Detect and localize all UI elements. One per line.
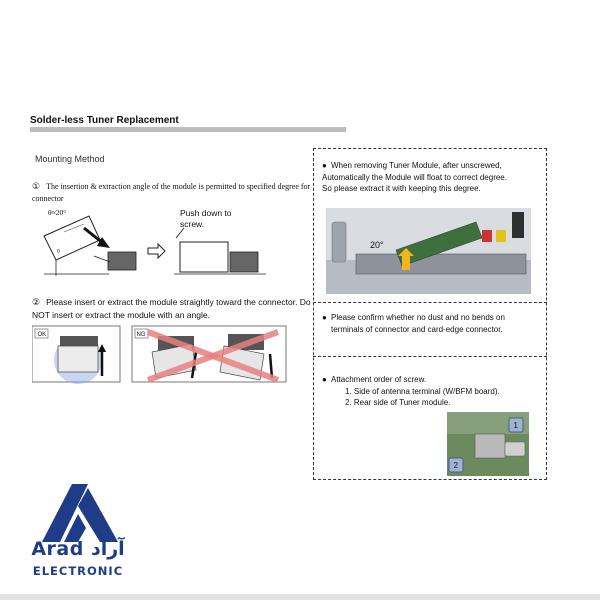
logo-subtext: ELECTRONIC [32,564,124,578]
step-2-marker: ② [32,298,41,308]
bullet-icon: ● [322,313,327,322]
notes-divider-2 [313,356,547,357]
note2-line1: Please confirm whether no dust and no bends on [331,313,505,322]
notes-divider-1 [313,302,547,303]
push-label-line1: Push down to [180,208,232,218]
step-2-body: Please insert or extract the module straightly toward the connector. Do NOT insert or extract the module with an angle. [32,297,311,320]
screw-marker-2: 2 [453,461,458,470]
bullet-icon: ● [322,161,327,170]
note1-line1: When removing Tuner Module, after unscrewed, [331,161,502,170]
tilted-module-illustration [44,216,136,276]
document-title: Solder-less Tuner Replacement [30,115,179,126]
note1-line3: So please extract it with keeping this degree. [322,184,481,193]
step-1-body: The insertion & extraction angle of the module is permitted to specified degree for connector [32,182,311,203]
ok-label: OK [37,332,47,338]
ng-label: NG [136,332,146,338]
note-check-terminals [322,312,544,335]
bottom-border-strip [0,594,600,600]
screw-order-item-2: 2. Rear side of Tuner module. [345,398,451,407]
section-heading: Mounting Method [35,154,105,164]
ok-panel [32,326,120,384]
note-removing-module [322,160,544,195]
push-label-line2: screw. [180,219,205,229]
arrow-right-icon [148,244,165,258]
bullet-icon: ● [322,375,327,384]
title-underline-bar [30,127,346,132]
svg-text:θ: θ [57,249,60,255]
note2-line2: terminals of connector and card-edge connector. [331,324,503,334]
note1-line2: Automatically the Module will float to correct degree. [322,172,507,182]
flat-module-illustration [174,242,266,274]
module-removal-photo [326,208,531,294]
ok-ng-diagram [32,324,302,384]
screw-marker-1: 1 [513,421,518,430]
step-2-text [32,296,312,321]
logo-mark-icon [38,482,122,544]
note3-heading: Attachment order of screw. [331,375,427,384]
step-1-marker: ① [32,182,41,192]
insertion-angle-diagram [34,204,304,289]
angle-label: θ≈20° [48,208,67,217]
screw-position-photo [447,412,529,476]
step-1-text [32,181,312,204]
note-screw-order [322,374,544,409]
logo-text: Arad آراد [31,538,125,560]
ng-panel [132,326,286,382]
arad-electronic-logo [18,482,138,594]
screw-order-item-1: 1. Side of antenna terminal (W/BFM board). [345,386,500,396]
photo-angle-label: 20° [370,240,384,250]
